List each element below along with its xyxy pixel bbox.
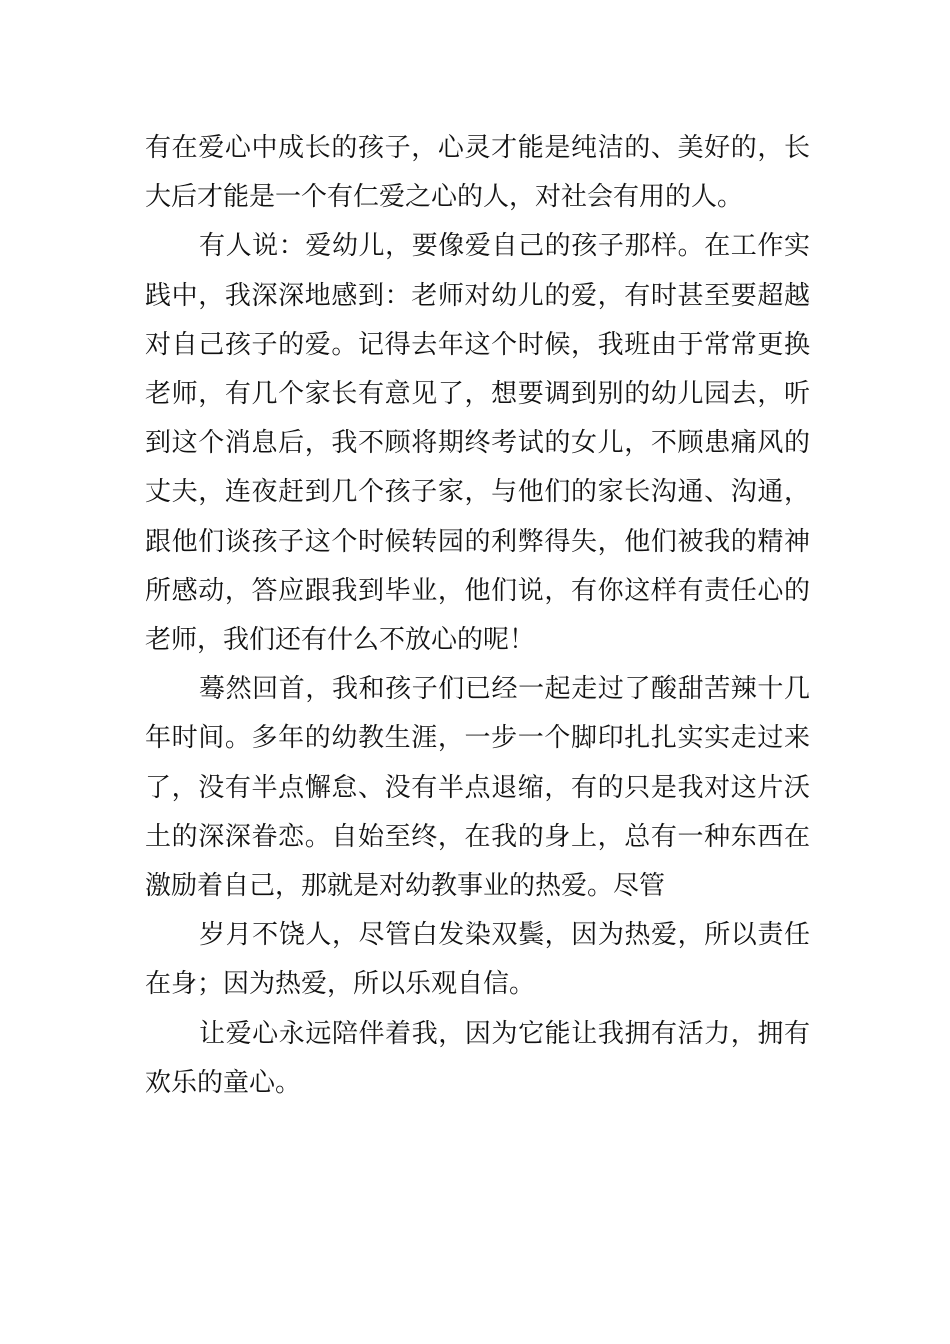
- paragraph: 有人说：爱幼儿，要像爱自己的孩子那样。在工作实践中，我深深地感到：老师对幼儿的爱，有时甚至要超越对自己孩子的爱。记得去年这个时候，我班由于常常更换老师，有几个家长有意见了，想要调到别的幼儿园去，听到这个消息后，我不顾将期终考试的女儿，不顾患痛风的丈夫，连夜赶到几个孩子家，与他们的家长沟通、沟通，跟他们谈孩子这个时候转园的利弊得失，他们被我的精神所感动，答应跟我到毕业，他们说，有你这样有责任心的老师，我们还有什么不放心的呢！: [145, 231, 810, 656]
- paragraph: 岁月不饶人，尽管白发染双鬓，因为热爱，所以责任在身；因为热爱，所以乐观自信。: [145, 920, 810, 1000]
- paragraph: 让爱心永远陪伴着我，因为它能让我拥有活力，拥有欢乐的童心。: [145, 1018, 810, 1098]
- paragraph: 蓦然回首，我和孩子们已经一起走过了酸甜苦辣十几年时间。多年的幼教生涯，一步一个脚印扎扎实实走过来了，没有半点懈怠、没有半点退缩，有的只是我对这片沃土的深深眷恋。自始至终，在我的身上，总有一种东西在激励着自己，那就是对幼教事业的热爱。尽管: [145, 674, 810, 902]
- document-body: [145, 124, 810, 1108]
- paragraph-continuation: 有在爱心中成长的孩子，心灵才能是纯洁的、美好的，长大后才能是一个有仁爱之心的人，对社会有用的人。: [145, 133, 810, 213]
